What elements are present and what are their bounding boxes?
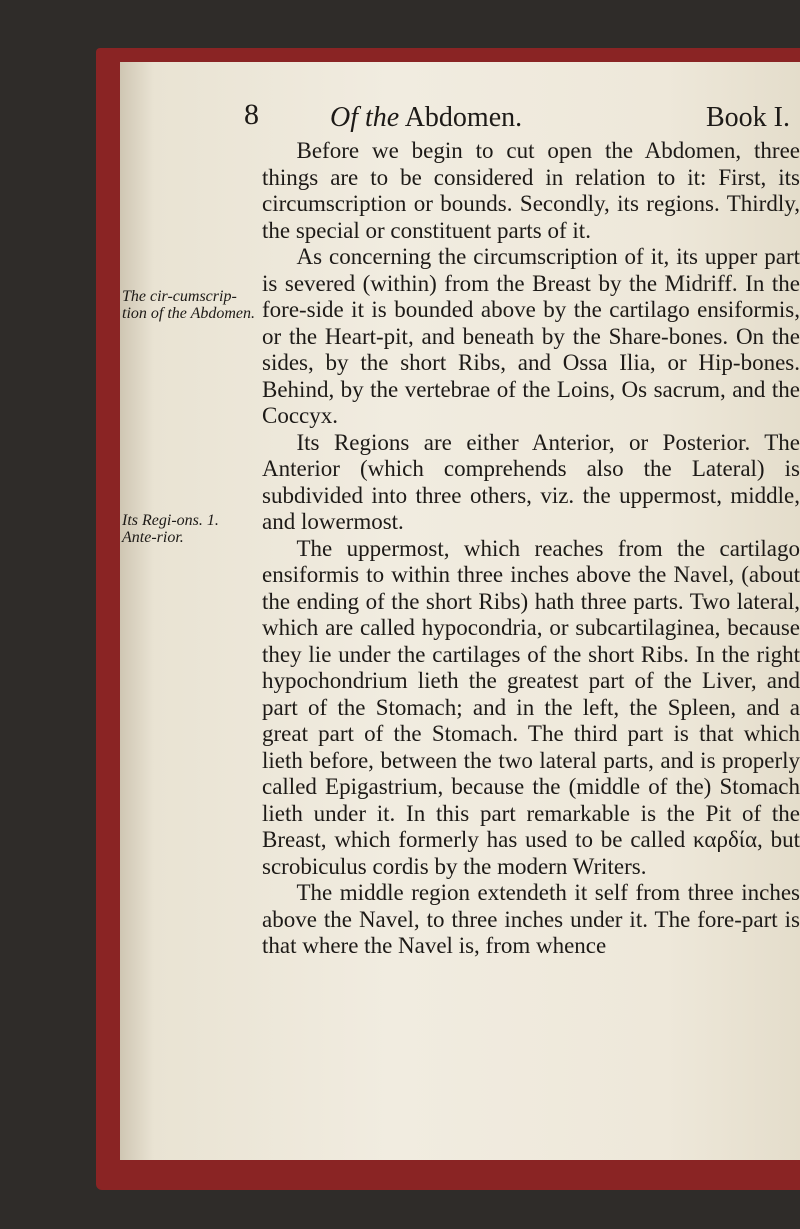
margin-note-circumscription: The cir-cumscrip-tion of the Abdomen. [122,288,256,322]
margin-note-regions: Its Regi-ons. 1. Ante-rior. [122,512,219,546]
book-label: Book I. [706,102,790,133]
paragraph-middle: The middle region extendeth it self from three inches above the Navel, to three inches under it. The fore-part is that where the Navel is, from whence [262,880,800,958]
body-text [262,138,800,960]
paragraph-intro: Before we begin to cut open the Abdomen, three things are to be considered in relation to it: First, its circumscription or bounds. Secondly, its regions. Thirdly, the special or constituent parts of it. [262,138,800,243]
page-number: 8 [244,98,259,131]
paragraph-circumscription: As concerning the circumscription of it, its upper part is severed (within) from the Breast by the Midriff. In the fore-side it is bounded above by the cartilago ensiformis, or the Heart-pit, and beneath by the Share-bones. On the sides, by the short Ribs, and Ossa Ilia, or Hip-bones. Behind, by the vertebrae of the Loins, Os sacrum, and the Coccyx. [262,244,800,428]
paragraph-regions: Its Regions are either Anterior, or Posterior. The Anterior (which comprehends also the Lateral) is subdivided into three others, viz. the uppermost, middle, and lowermost. [262,429,800,534]
running-title [330,102,522,134]
book-page [120,62,800,1160]
page-header [120,98,800,138]
paragraph-uppermost: The uppermost, which reaches from the cartilago ensiformis to within three inches above the Navel, (about the ending of the short Ribs) hath three parts. Two lateral, which are called hypocondria, or subcartilaginea, because they lie under the cartilages of the short Ribs. In the right hypochondrium lieth the greatest part of the Liver, and part of the Stomach; and in the left, the Spleen, and a great part of the Stomach. The third part is that which lieth before, between the two lateral parts, and is properly called Epigastrium, because the (middle of the) Stomach lieth under it. In this part remarkable is the Pit of the Breast, which formerly has used to be called καρδία, but scrobiculus cordis by the modern Writers. [262,535,800,879]
running-title-main: Abdomen. [404,102,523,133]
running-title-prefix: Of the [330,102,400,133]
